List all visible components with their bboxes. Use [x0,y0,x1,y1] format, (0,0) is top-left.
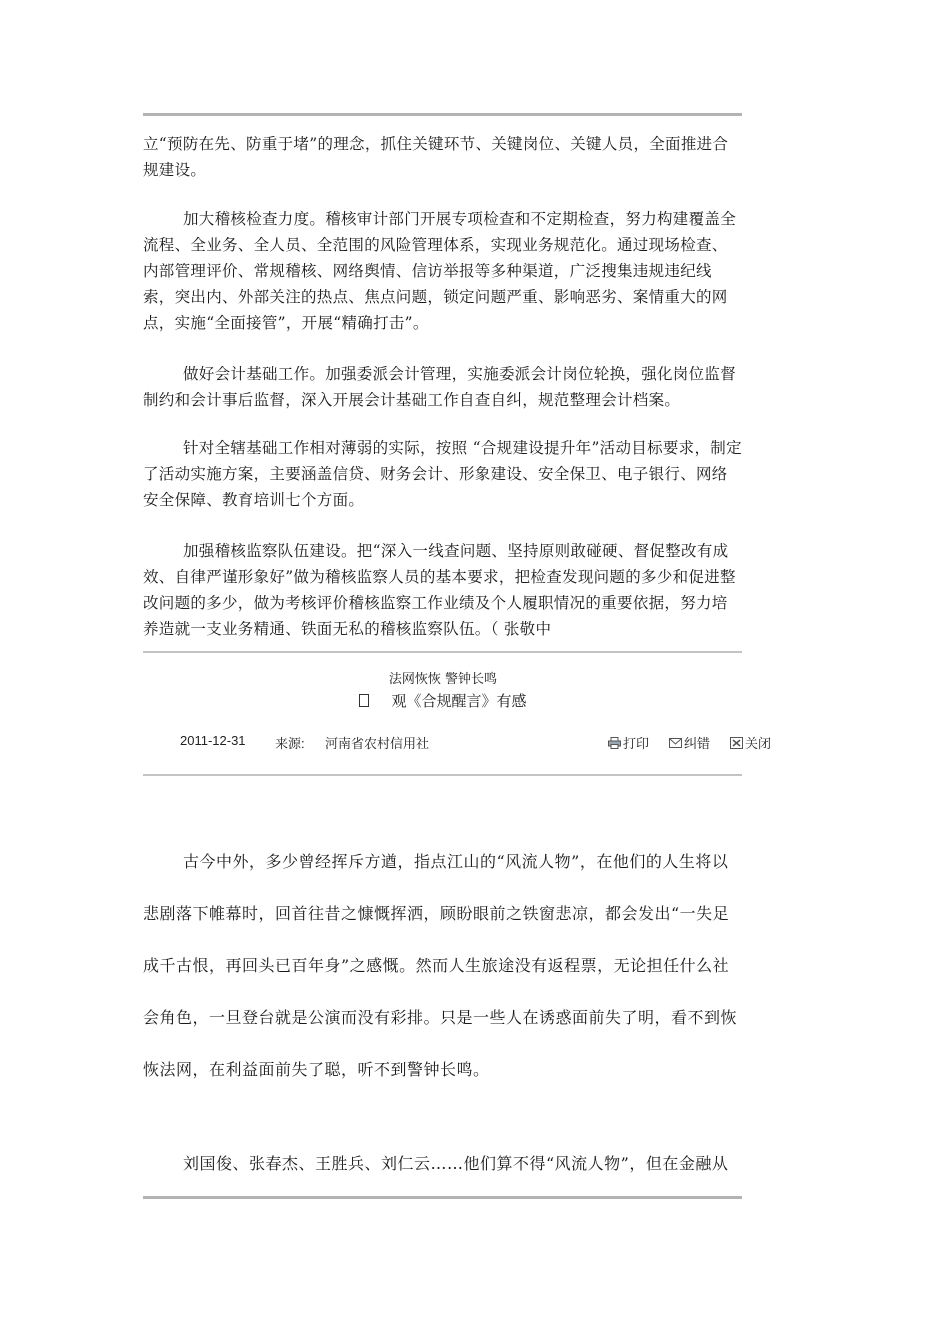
article-title-line1: 法网恢恢 警钟长鸣 [388,672,498,687]
article-paragraph-2: 刘国俊、张春杰、王胜兵、刘仁云……他们算不得“风流人物”，但在金融从 [183,1154,729,1173]
print-label: 打印 [623,736,650,751]
top-divider [143,113,742,116]
paragraph-5: 加强稽核监察队伍建设。把“深入一线查问题、坚持原则敢碰硬、督促整改有成效、自律严谨形象好”做为稽核监察人员的基本要求，把检查发现问题的多少和促进整改问题的多少，做为考核评价稽核监察工作业绩及个人履职情况的重要依据，努力培养造就一支业务精通、铁面无私的稽核监察队伍。（ 张敬中 [143,542,736,638]
mail-icon [669,737,682,749]
article-subtitle: 观《合规醒言》有感 [391,692,527,710]
print-button[interactable] [608,733,649,752]
article-date: 2011-12-31 [180,733,246,748]
paragraph-1: 立“预防在先、防重于堵”的理念，抓住关键环节、关键岗位、关键人员，全面推进合规建设。 [143,135,729,179]
article-source: 河南省农村信用社 [325,737,430,752]
title-marker [359,694,369,707]
correct-button[interactable] [669,733,710,752]
bottom-divider [143,1196,742,1199]
close-label: 关闭 [745,736,772,751]
source-label: 来源: [275,736,305,751]
print-icon [608,737,621,749]
paragraph-2: 加大稽核检查力度。稽核审计部门开展专项检查和不定期检查，努力构建覆盖全流程、全业务、全人员、全范围的风险管理体系，实现业务规范化。通过现场检查、内部管理评价、常规稽核、网络舆情、信访举报等多种渠道，广泛搜集违规违纪线索，突出内、外部关注的热点、焦点问题，锁定问题严重、影响恶劣、案情重大的网点，实施“全面接管”，开展“精确打击”。 [143,210,737,332]
paragraph-3: 做好会计基础工作。加强委派会计管理，实施委派会计岗位轮换，强化岗位监督制约和会计事后监督，深入开展会计基础工作自查自纠，规范整理会计档案。 [143,365,737,409]
correct-label: 纠错 [684,736,711,751]
article-paragraph-1: 古今中外，多少曾经挥斥方遒，指点江山的“风流人物”，在他们的人生将以悲剧落下帷幕时，回首往昔之慷慨挥洒，顾盼眼前之铁窗悲凉，都会发出“一失足成千古恨，再回头已百年身”之感慨。然而人生旅途没有返程票，无论担任什么社会角色，一旦登台就是公演而没有彩排。只是一些人在诱惑面前失了明，看不到恢恢法网，在利益面前失了聪，听不到警钟长鸣。 [143,852,738,1079]
paragraph-4: 针对全辖基础工作相对薄弱的实际，按照 “合规建设提升年”活动目标要求，制定了活动实施方案，主要涵盖信贷、财务会计、形象建设、安全保卫、电子银行、网络安全保障、教育培训七个方面。 [143,439,742,509]
close-button[interactable] [730,733,771,752]
close-icon [730,737,743,749]
article-meta-divider [143,774,742,776]
article-top-divider [143,651,742,653]
article-title-line2 [143,690,743,711]
